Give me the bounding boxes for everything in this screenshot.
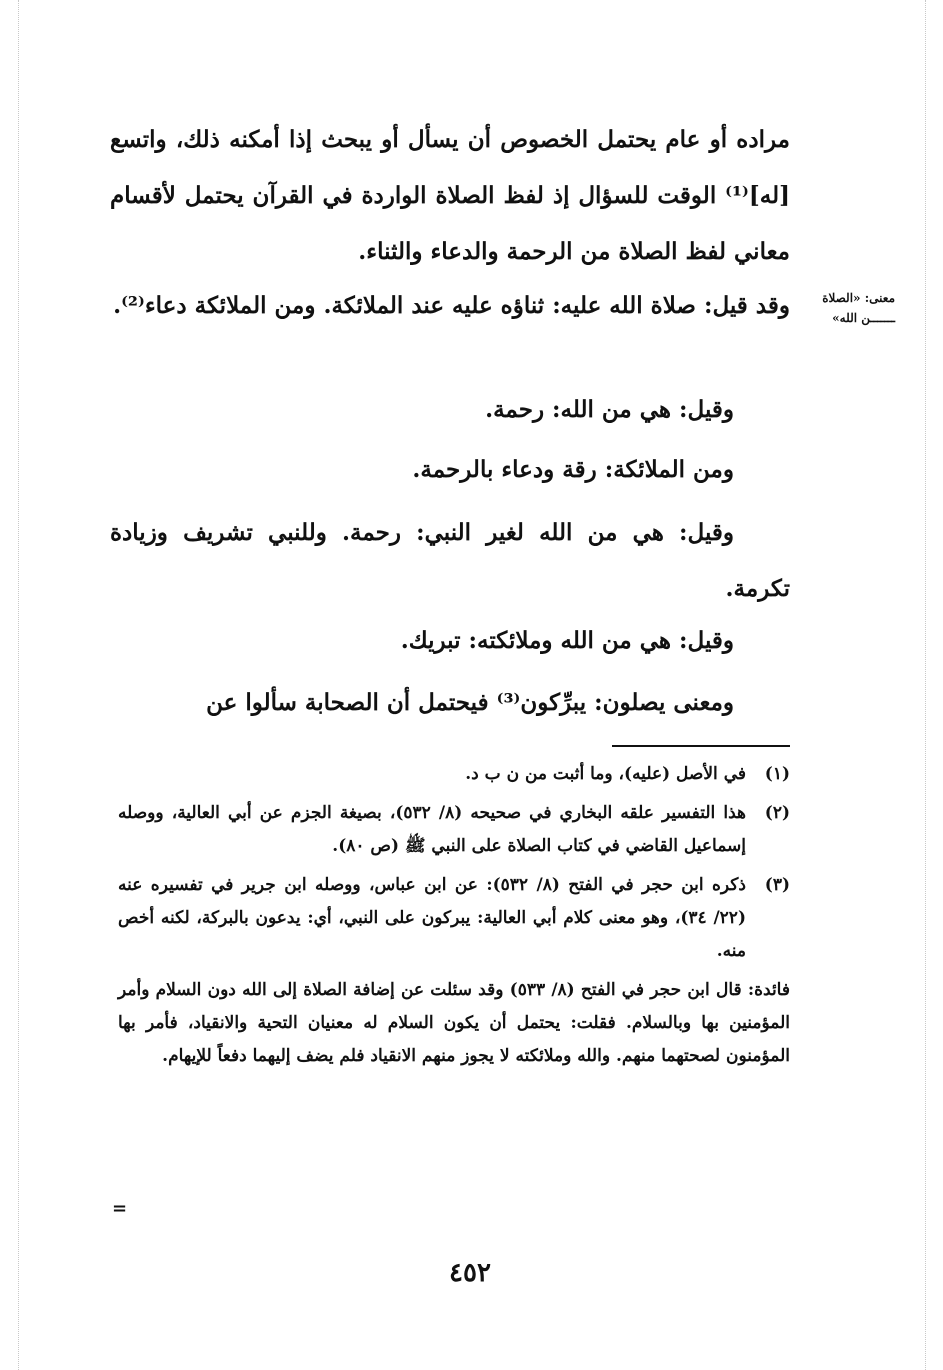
footnote-number: (١) [764,764,790,784]
paragraph: ومعنى يصلون: يبرِّكون⁽³⁾ فيحتمل أن الصحابة سألوا عن [206,689,734,716]
main-text [110,382,790,438]
scan-dotted-line [925,0,926,1370]
paragraph: مراده أو عام يحتمل الخصوص أن يسأل أو يبحث إذا أمكنه ذلك، واتسع [له]⁽¹⁾ الوقت للسؤال إذ لفظ الصلاة الواردة في القرآن يحتمل لأقسام معاني لفظ الصلاة من الرحمة والدعاء والثناء. [110,126,790,265]
footnote-number: (٢) [764,803,790,823]
paragraph: وقيل: هي من الله: رحمة. [485,396,734,423]
footnote [118,758,790,791]
main-text [110,278,790,334]
faida-note: فائدة: قال ابن حجر في الفتح (٨/ ٥٣٣) وقد سئلت عن إضافة الصلاة إلى الله دون السلام وأمر المؤمنين بها وبالسلام. فقلت: يحتمل أن يكون السلام له معنيان التحية والانقياد، فأمر بها المؤمنون لصحتهما منهم. والله وملائكته لا يجوز منهم الانقياد فلم يضف إليهما دفعاً للإيهام. [118,980,790,1066]
paragraph: وقد قيل: صلاة الله عليه: ثناؤه عليه عند الملائكة. ومن الملائكة دعاء⁽²⁾. [113,292,790,319]
main-text [110,505,790,617]
footnote-text: ذكره ابن حجر في الفتح (٨/ ٥٣٢): عن ابن عباس، ووصله ابن جرير في تفسيره عنه (٢٢/ ٣٤)، وهو معنى كلام أبي العالية: يبركون على النبي، أي: يدعون بالبركة، لكنه أخص منه. [118,875,746,961]
footnote [118,869,790,968]
scan-dotted-line [18,0,19,1370]
footnote [118,797,790,863]
paragraph: ومن الملائكة: رقة ودعاء بالرحمة. [412,456,734,483]
footnotes [118,758,790,1073]
paragraph: وقيل: هي من الله وملائكته: تبريك. [400,627,734,654]
main-text [110,613,790,669]
footnote-text: في الأصل (عليه)، وما أثبت من ن ب د. [465,764,746,784]
footnote-rule [612,745,790,747]
footnote-text: هذا التفسير علقه البخاري في صحيحه (٨/ ٥٣٢)، بصيغة الجزم عن أبي العالية، ووصله إسماعيل القاضي في كتاب الصلاة على النبي ﷺ (ص ٨٠). [118,803,746,856]
margin-note-line: ـــــــن الله» [832,311,895,325]
paragraph: وقيل: هي من الله لغير النبي: رحمة. وللنبي تشريف وزيادة تكرمة. [110,519,790,602]
margin-note-line: معنى: «الصلاة [822,291,895,305]
continuation-mark: = [112,1198,128,1219]
page-number: ٤٥٢ [449,1258,491,1288]
margin-note [800,288,895,328]
main-text [110,442,790,498]
main-text [110,675,790,731]
footnote-number: (٣) [764,875,790,895]
main-text [110,112,790,280]
